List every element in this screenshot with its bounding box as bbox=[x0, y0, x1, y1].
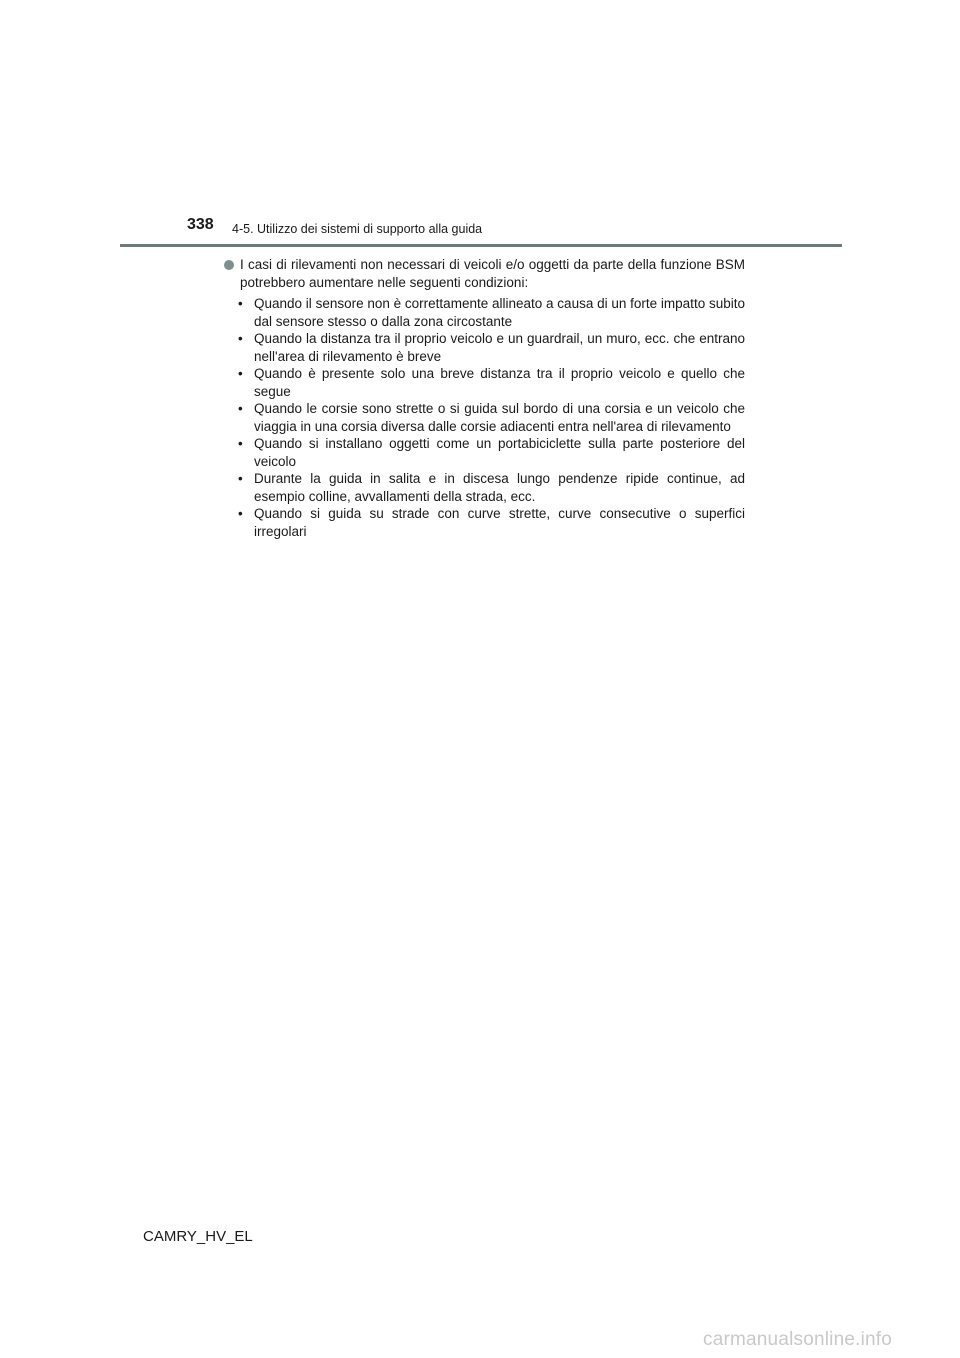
header-divider bbox=[120, 244, 842, 247]
bullet-icon: • bbox=[238, 366, 243, 381]
list-item-text: Quando si guida su strade con curve strette, curve consecutive o superfici irregolari bbox=[254, 506, 745, 539]
list-item-text: Durante la guida in salita e in discesa lungo pendenze ripide continue, ad esempio colline, avvallamenti della strada, ecc. bbox=[254, 471, 745, 504]
list-item-text: Quando il sensore non è correttamente allineato a causa di un forte impatto subito dal sensore stesso o dalla zona circostante bbox=[254, 296, 745, 329]
list-item bbox=[238, 400, 745, 435]
condition-intro bbox=[224, 256, 745, 291]
condition-list bbox=[238, 295, 745, 540]
list-item bbox=[238, 435, 745, 470]
list-item bbox=[238, 330, 745, 365]
bullet-icon: • bbox=[238, 296, 243, 311]
bullet-icon: • bbox=[238, 471, 243, 486]
list-item bbox=[238, 295, 745, 330]
document-code: CAMRY_HV_EL bbox=[143, 1228, 253, 1245]
circle-bullet-icon bbox=[224, 260, 234, 270]
page-number: 338 bbox=[187, 216, 214, 233]
list-item-text: Quando è presente solo una breve distanza tra il proprio veicolo e quello che segue bbox=[254, 366, 745, 399]
list-item bbox=[238, 505, 745, 540]
list-item-text: Quando la distanza tra il proprio veicolo e un guardrail, un muro, ecc. che entrano nell'area di rilevamento è breve bbox=[254, 331, 745, 364]
bullet-icon: • bbox=[238, 506, 243, 521]
list-item-text: Quando le corsie sono strette o si guida sul bordo di una corsia e un veicolo che viaggia in una corsia diversa dalle corsie adiacenti entra nell'area di rilevamento bbox=[254, 401, 745, 434]
list-item bbox=[238, 365, 745, 400]
list-item-text: Quando si installano oggetti come un portabiciclette sulla parte posteriore del veicolo bbox=[254, 436, 745, 469]
intro-text: I casi di rilevamenti non necessari di veicoli e/o oggetti da parte della funzione BSM potrebbero aumentare nelle seguenti condizioni: bbox=[240, 257, 745, 290]
list-item bbox=[238, 470, 745, 505]
section-title: 4-5. Utilizzo dei sistemi di supporto alla guida bbox=[232, 222, 483, 236]
bullet-icon: • bbox=[238, 436, 243, 451]
bullet-icon: • bbox=[238, 331, 243, 346]
bullet-icon: • bbox=[238, 401, 243, 416]
watermark-text: carmanualsonline.info bbox=[703, 1329, 893, 1350]
